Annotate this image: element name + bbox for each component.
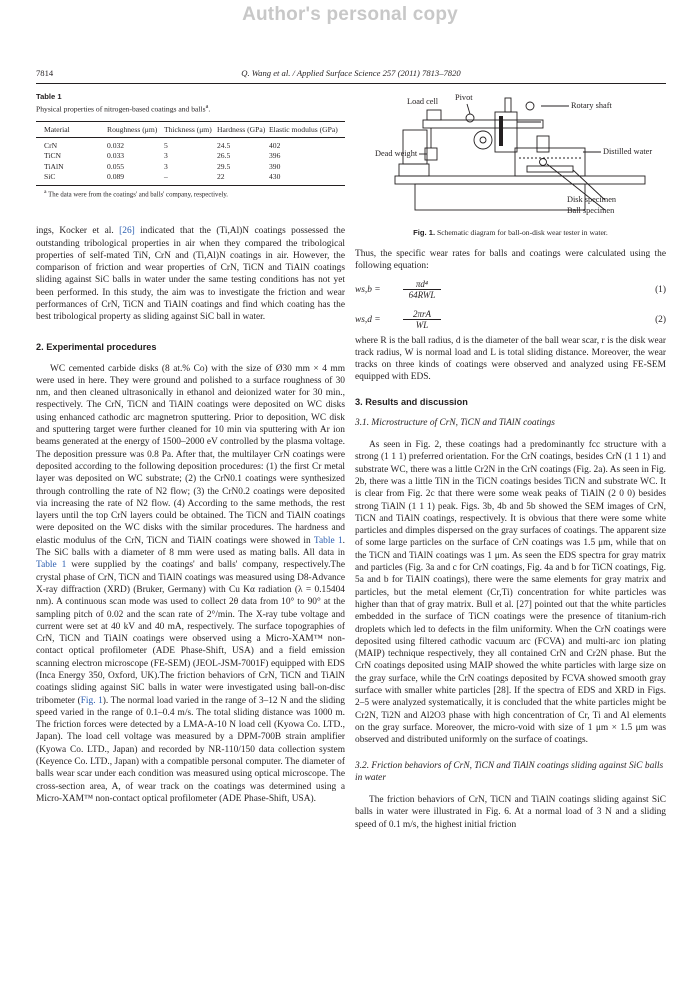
subsection-3-1-heading: 3.1. Microstructure of CrN, TiCN and TiAlN coatings bbox=[355, 417, 555, 428]
label-load-cell: Load cell bbox=[407, 97, 439, 106]
equation-2 bbox=[355, 309, 666, 331]
figure1-caption bbox=[355, 228, 666, 237]
label-disk-specimen: Disk specimen bbox=[567, 195, 617, 204]
footnote-marker: a bbox=[44, 188, 47, 195]
table1-footnote-text: The data were from the coatings' and balls' company, respectively. bbox=[48, 191, 229, 199]
s2-text-c: were supplied by the coatings' and balls' company, respectively.The crystal phase of CrN, TiCN and TiAlN coatings was measured using D8-Advance X-ray diffraction (XRD) (Bruker, Germany) with Cu Kα radiation (λ = 0.15404 nm). A continuous scan mode was used to collect 2θ data from 10° to 90° at the sampling pitch of 0.02 and the scan rate of 2°/min. The X-ray tube voltage and current were set at 40 kV and 40 mA, respectively. The surface topographies of CrN, TiCN and TiAlN coatings were observed using a Micro-XAM™ non-contact optical profilometer (ADE Phase-Shift, USA) and a field emission scanning electron microscope (FE-SEM) (JEOL-JSM-7001F) equipped with EDS (Inca Energy 350, Oxford, UK).The friction behaviors of CrN, TiCN and TiAlN coatings sliding against SiC balls in water were investigated using ball-on-disc tribometer ( bbox=[36, 560, 346, 706]
header-rule bbox=[36, 83, 666, 84]
eq2-number: (2) bbox=[655, 314, 666, 325]
label-distilled-water: Distilled water bbox=[603, 147, 653, 156]
cell-material: CrN bbox=[44, 141, 58, 151]
equation-1 bbox=[355, 279, 666, 301]
cell-thickness: 5 bbox=[164, 141, 168, 151]
table-row bbox=[36, 172, 345, 186]
eq1-denominator: 64RWL bbox=[408, 289, 436, 300]
properties-table bbox=[36, 121, 345, 186]
col-thickness: Thickness (μm) bbox=[164, 124, 212, 134]
cell-roughness: 0.033 bbox=[107, 151, 125, 161]
table-row bbox=[36, 151, 345, 161]
left-column bbox=[36, 92, 345, 805]
cell-modulus: 402 bbox=[269, 141, 281, 151]
page-number: 7814 bbox=[36, 68, 54, 78]
cell-roughness: 0.089 bbox=[107, 171, 125, 181]
journal-citation: Q. Wang et al. / Applied Surface Science 257 (2011) 7813–7820 bbox=[241, 68, 461, 78]
cell-hardness: 22 bbox=[217, 171, 225, 181]
table1-link-2[interactable]: Table 1 bbox=[36, 560, 67, 571]
cell-material: TiCN bbox=[44, 151, 62, 161]
eq2-numerator: 2πrA bbox=[403, 309, 441, 320]
label-pivot: Pivot bbox=[455, 93, 473, 102]
intro-lead: ings, Kocker et al. bbox=[36, 226, 120, 237]
eq1-number: (1) bbox=[655, 284, 666, 295]
right-column bbox=[355, 92, 666, 831]
cell-modulus: 430 bbox=[269, 171, 281, 181]
figure1 bbox=[355, 92, 666, 224]
fig1-caption-text: Schematic diagram for ball-on-disk wear tester in water. bbox=[435, 228, 608, 237]
fig1-caption-label: Fig. 1. bbox=[413, 228, 436, 237]
cell-thickness: 3 bbox=[164, 151, 168, 161]
cell-material: TiAlN bbox=[44, 161, 64, 171]
col-roughness: Roughness (μm) bbox=[107, 124, 158, 134]
watermark: Author's personal copy bbox=[242, 4, 458, 25]
table1-footnote bbox=[36, 189, 345, 198]
table1-caption-marker: a bbox=[205, 103, 209, 110]
eq1-numerator: πd⁴ bbox=[403, 279, 441, 290]
col-material: Material bbox=[44, 124, 70, 134]
col-elastic-modulus: Elastic modulus (GPa) bbox=[269, 124, 338, 134]
table1-caption: Table 1 Physical properties of nitrogen-based coatings and balls$^a$. bbox=[36, 92, 211, 114]
ref-26-link[interactable]: [26] bbox=[119, 226, 135, 237]
cell-roughness: 0.032 bbox=[107, 141, 125, 151]
section2-paragraph bbox=[36, 363, 345, 806]
intro-text: indicated that the (Ti,Al)N coatings possessed the outstanding tribological properties in air when they compared the tribological properties of self-mated TiN, CrN and (Ti,Al)N coatings in air. However, the comparison of friction and wear properties of CrN, TiCN and TiAlN coatings sliding against SiC balls in water under the same testing conditions has not yet been performed. In this study, the aim was to investigate the friction and wear performances of CrN, TiCN and TiAlN coatings and find which coating has the best tribological property as sliding against SiC ball in water. bbox=[36, 226, 346, 323]
cell-hardness: 24.5 bbox=[217, 141, 231, 151]
eq1-lhs: ws,b = bbox=[355, 284, 381, 295]
table1-label: Table 1 bbox=[36, 92, 62, 101]
cell-hardness: 29.5 bbox=[217, 161, 231, 171]
s2-text-b: . The SiC balls with a diameter of 8 mm were used as mating balls. All data in bbox=[36, 535, 345, 559]
cell-hardness: 26.5 bbox=[217, 151, 231, 161]
s2-text-a: WC cemented carbide disks (8 at.% Co) with the size of Ø30 mm × 4 mm were used in here. They were ground and polished to a surface roughness of 30 nm, and then cleaned ultrasonically in ethanol and deionized water for 30 min., respectively. The CrN, TiCN and TiAlN coatings were deposited on WC disks using enhanced cathodic arc magnetron sputtering. Prior to deposition, WC disk and sputtering target were further cleaned for 10 min via sputtering with Ar ion beams generated at the energy of 1500–2000 eV controlled by the plasma voltage. The deposition pressure was 0.8 Pa. After that, the multilayer CrN coatings were deposited according to the following deposition procedures: (1) the first Cr metal layer was deposited on WC substrate; (2) the CrN0.1 coatings were synthesized through controlling the rate of N2 flow; (3) the CrN0.2 coatings were deposited via increasing the rate of N2 flow. (4) According to the same methods, the rest layers until the top CrN layers could be obtained. The TiCN and TiAlN coatings were deposited on the WC disks with the similar procedures. The hardness and elastic modulus of the CrN, TiCN and TiAlN coatings were showed in bbox=[36, 363, 345, 546]
table1-caption-text: Physical properties of nitrogen-based coatings and balls bbox=[36, 104, 206, 114]
label-rotary-shaft: Rotary shaft bbox=[571, 101, 612, 110]
cell-material: SiC bbox=[44, 171, 56, 181]
tribometer-schematic bbox=[355, 92, 666, 224]
variables-paragraph: where R is the ball radius, d is the diameter of the ball wear scar, r is the disk wear track radius, W is normal load and L is total sliding distance. Moreover, the wear tracks on three kinds of coatings were observed and analyzed using FE-SEM equipped with EDS. bbox=[355, 335, 666, 383]
table-row bbox=[36, 138, 345, 152]
cell-modulus: 390 bbox=[269, 161, 281, 171]
label-ball-specimen: Ball specimen bbox=[567, 206, 615, 215]
table-row bbox=[36, 162, 345, 172]
eq2-lhs: ws,d = bbox=[355, 314, 381, 325]
table1-link[interactable]: Table 1 bbox=[313, 535, 343, 546]
subsection-3-2-heading: 3.2. Friction behaviors of CrN, TiCN and TiAlN coatings sliding against SiC balls in water bbox=[355, 760, 664, 783]
cell-modulus: 396 bbox=[269, 151, 281, 161]
table-header-row bbox=[36, 121, 345, 138]
section2-heading: 2. Experimental procedures bbox=[36, 341, 157, 352]
wear-rate-intro: Thus, the specific wear rates for balls and coatings were calculated using the following equation: bbox=[355, 249, 666, 272]
subsection-3-2-paragraph: The friction behaviors of CrN, TiCN and TiAlN coatings sliding against SiC balls in water were illustrated in Fig. 6. At a normal load of 3 N and a sliding speed of 0.1 m/s, the highest initial friction bbox=[355, 795, 666, 830]
eq2-denominator: WL bbox=[415, 319, 429, 330]
cell-thickness: 3 bbox=[164, 161, 168, 171]
cell-roughness: 0.055 bbox=[107, 161, 125, 171]
fig1-link[interactable]: Fig. 1 bbox=[80, 695, 103, 706]
label-dead-weight: Dead weight bbox=[375, 149, 418, 158]
subsection-3-1-paragraph: As seen in Fig. 2, these coatings had a predominantly fcc structure with a strong (1 1 1) preferred orientation. For the CrN coatings, besides CrN (1 1 1) and substrate WC, there was a little Cr2N in the CrN coatings (Fig. 2a). As seen in Fig. 2b, there was a little TiN in the TiCN coatings besides TiCN and substrate WC. It is clear from Fig. 2c that there were some weak peaks of TiAlN (2 0 0) besides strong TiAlN (1 1 1) peak. Figs. 3b, 4b and 5b showed the SEM images of CrN, TiCN and TiAlN coatings, respectively. It is obvious that there were some white particles and dimples dispersed on the gray surfaces of coatings. The apparent size of some large particles on the surface of CrN coatings was 1.5 μm, while that on the TiCN and TiAlN coatings was 1 μm. As seen the EDS spectra for gray matrix and particles (Fig. 3a and c for CrN coatings, Fig. 4a and b for TiCN coatings, Fig. 5a and b for TiAlN coatings), there were the same elements for gray matrix and particles, but the metal element (Cr,Ti) concentration for white particles was higher than that of gray matrix. Bull et al. [27] pointed out that the white particles embedded in the surface of TiCN coatings were the presence of titanium-rich droplets which led to defects in the film uniformity. When the CrN coatings were deposited using filtered cathodic vacuum arc (FCVA) and multi-arc ion plating (MAIP) technique respectively, they all contained CrN and Cr2N phase. But the CrN coatings deposited using MAIP showed the white particles with large size on the gray surface, while the CrN coatings deposited by FCVA showed smooth gray surface with smaller white particles [28]. If the spectra of EDS and XRD in Figs. 2–5 were analyzed systematically, it is concluded that the white particles might be Cr2N, Ti2N and Al2O3 phase with high concentration of Cr, Ti and Al elements on the gray surface. Moreover, the micro-void with size of 1 μm × 1.5 μm was observed and distributed uniformly on the surface of coatings. bbox=[355, 440, 666, 746]
col-hardness: Hardness (GPa) bbox=[217, 124, 266, 134]
s2-text-d: ). The normal load varied in the range of 3–12 N and the sliding speed varied in the range of 0.1–0.4 m/s. The total sliding distance was 1000 m. The friction forces were detected by a LMA-A-10 N load cell (Kyowa Co. LTD., Japan). The load cell voltage was measured by a DPM-700B strain amplifier (Kyowa Co. LTD., Japan) and recorded by NR-110/150 data collection system (Keyence Co. LTD., Japan) with a compatible personal computer. The diameter of balls wear scar under each condition was measured using optical microscope. The cross-section area, A, of wear track on the coatings was determined using a Micro-XAM™ non-contact optical profilometer (ADE Phase-Shift, USA). bbox=[36, 695, 345, 804]
cell-thickness: – bbox=[164, 171, 168, 181]
intro-paragraph bbox=[36, 225, 345, 323]
section3-heading: 3. Results and discussion bbox=[355, 396, 468, 407]
